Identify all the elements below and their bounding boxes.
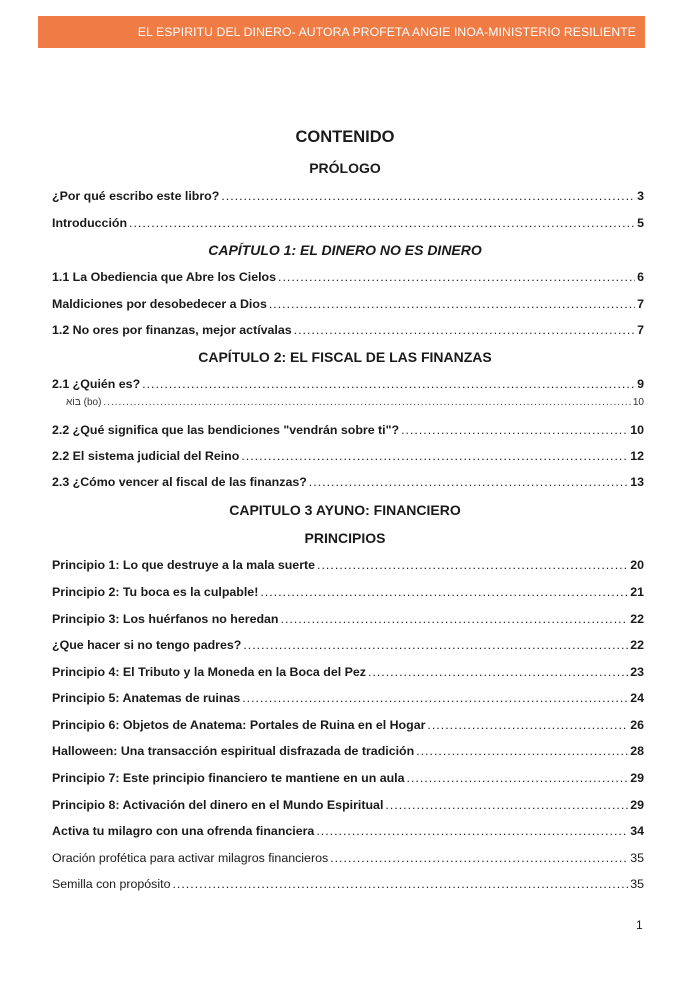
toc-entry[interactable] — [52, 297, 644, 311]
toc-subentry[interactable] — [66, 397, 644, 408]
toc-entry-label: Oración profética para activar milagros financieros — [52, 851, 329, 865]
toc-entry[interactable] — [52, 270, 644, 284]
page-number: 1 — [636, 918, 643, 932]
toc-entry-page: 23 — [630, 665, 644, 679]
section-chapter-2: CAPÍTULO 2: EL FISCAL DE LAS FINANZAS — [198, 349, 492, 365]
toc-leader-dots — [330, 851, 628, 865]
toc-entry-page: 29 — [630, 771, 644, 785]
toc-entry-page: 24 — [630, 691, 644, 705]
section-principios: PRINCIPIOS — [304, 530, 386, 546]
toc-entry-label: ¿Que hacer si no tengo padres? — [52, 638, 242, 652]
toc-entry-label: 2.1 ¿Quién es? — [52, 377, 141, 391]
toc-leader-dots — [221, 189, 635, 203]
toc-entry-label: Maldiciones por desobedecer a Dios — [52, 297, 267, 311]
toc-entry[interactable] — [52, 189, 644, 203]
toc-leader-dots — [103, 397, 630, 408]
toc-entry[interactable] — [52, 877, 644, 891]
toc-entry-page: 22 — [630, 612, 644, 626]
toc-entry[interactable] — [52, 585, 644, 599]
toc-leader-dots — [309, 475, 628, 489]
toc-entry-page: 7 — [637, 297, 644, 311]
toc-leader-dots — [368, 665, 628, 679]
toc-entry-page: 35 — [630, 877, 644, 891]
toc-entry-label: בּוֹא (bo) — [66, 397, 102, 408]
toc-entry-label: 2.2 El sistema judicial del Reino — [52, 449, 240, 463]
toc-entry-page: 13 — [630, 475, 644, 489]
section-chapter-1: CAPÍTULO 1: EL DINERO NO ES DINERO — [208, 242, 482, 258]
toc-leader-dots — [243, 638, 628, 652]
toc-entry-label: ¿Por qué escribo este libro? — [52, 189, 220, 203]
toc-leader-dots — [416, 744, 628, 758]
toc-leader-dots — [407, 771, 629, 785]
toc-leader-dots — [172, 877, 628, 891]
page-title: CONTENIDO — [295, 128, 395, 146]
toc-entry[interactable] — [52, 824, 644, 838]
toc-entry[interactable] — [52, 771, 644, 785]
toc-entry-label: Halloween: Una transacción espiritual disfrazada de tradición — [52, 744, 415, 758]
toc-entry-page: 12 — [630, 449, 644, 463]
toc-entry[interactable] — [52, 718, 644, 732]
toc-entry-page: 35 — [630, 851, 644, 865]
toc-leader-dots — [142, 377, 635, 391]
toc-leader-dots — [317, 558, 628, 572]
toc-leader-dots — [242, 691, 628, 705]
toc-entry-label: Activa tu milagro con una ofrenda financiera — [52, 824, 315, 838]
toc-entry-label: Principio 2: Tu boca es la culpable! — [52, 585, 259, 599]
header-banner — [38, 16, 645, 48]
toc-leader-dots — [385, 798, 628, 812]
toc-entry-label: Principio 6: Objetos de Anatema: Portales de Ruina en el Hogar — [52, 718, 426, 732]
toc-entry[interactable] — [52, 691, 644, 705]
toc-entry-page: 3 — [637, 189, 644, 203]
toc-entry-page: 6 — [637, 270, 644, 284]
toc-entry[interactable] — [52, 638, 644, 652]
toc-leader-dots — [241, 449, 628, 463]
toc-leader-dots — [129, 216, 635, 230]
toc-entry-label: Principio 3: Los huérfanos no heredan — [52, 612, 279, 626]
toc-leader-dots — [260, 585, 628, 599]
toc-entry-label: Semilla con propósito — [52, 877, 171, 891]
toc-entry[interactable] — [52, 558, 644, 572]
toc-leader-dots — [294, 323, 635, 337]
header-text: EL ESPIRITU DEL DINERO- AUTORA PROFETA ANGIE INOA-MINISTERIO RESILIENTE — [137, 25, 636, 39]
toc-leader-dots — [269, 297, 635, 311]
toc-entry-page: 9 — [637, 377, 644, 391]
toc-entry-page: 10 — [632, 397, 644, 408]
toc-entry-label: Principio 8: Activación del dinero en el Mundo Espiritual — [52, 798, 384, 812]
section-prologo: PRÓLOGO — [309, 160, 381, 176]
toc-entry-page: 28 — [630, 744, 644, 758]
section-chapter-3: CAPITULO 3 AYUNO: FINANCIERO — [229, 502, 461, 518]
toc-entry-page: 34 — [630, 824, 644, 838]
toc-entry-page: 22 — [630, 638, 644, 652]
toc-entry-page: 10 — [630, 423, 644, 437]
toc-entry-label: Principio 1: Lo que destruye a la mala suerte — [52, 558, 316, 572]
toc-entry-label: Principio 7: Este principio financiero te mantiene en un aula — [52, 771, 405, 785]
toc-entry-label: 2.2 ¿Qué significa que las bendiciones "vendrán sobre ti"? — [52, 423, 400, 437]
toc-entry[interactable] — [52, 851, 644, 865]
toc-entry[interactable] — [52, 423, 644, 437]
toc-leader-dots — [316, 824, 628, 838]
toc-entry[interactable] — [52, 744, 644, 758]
toc-entry-page: 7 — [637, 323, 644, 337]
toc-entry[interactable] — [52, 798, 644, 812]
toc-leader-dots — [278, 270, 635, 284]
toc-leader-dots — [281, 612, 629, 626]
toc-entry-page: 29 — [630, 798, 644, 812]
toc-entry-label: 1.2 No ores por finanzas, mejor actívalas — [52, 323, 292, 337]
toc-entry-label: Principio 4: El Tributo y la Moneda en la Boca del Pez — [52, 665, 366, 679]
toc-entry[interactable] — [52, 612, 644, 626]
toc-entry-page: 5 — [637, 216, 644, 230]
toc-entry-page: 21 — [630, 585, 644, 599]
toc-entry[interactable] — [52, 665, 644, 679]
toc-entry[interactable] — [52, 323, 644, 337]
toc-entry-label: Principio 5: Anatemas de ruinas — [52, 691, 241, 705]
toc-entry[interactable] — [52, 377, 644, 391]
toc-entry[interactable] — [52, 449, 644, 463]
toc-entry-label: Introducción — [52, 216, 128, 230]
toc-entry-page: 26 — [630, 718, 644, 732]
toc-leader-dots — [401, 423, 628, 437]
toc-entry-page: 20 — [630, 558, 644, 572]
toc-leader-dots — [427, 718, 628, 732]
toc-entry[interactable] — [52, 216, 644, 230]
toc-entry-label: 1.1 La Obediencia que Abre los Cielos — [52, 270, 277, 284]
toc-entry[interactable] — [52, 475, 644, 489]
toc-entry-label: 2.3 ¿Cómo vencer al fiscal de las finanzas? — [52, 475, 307, 489]
